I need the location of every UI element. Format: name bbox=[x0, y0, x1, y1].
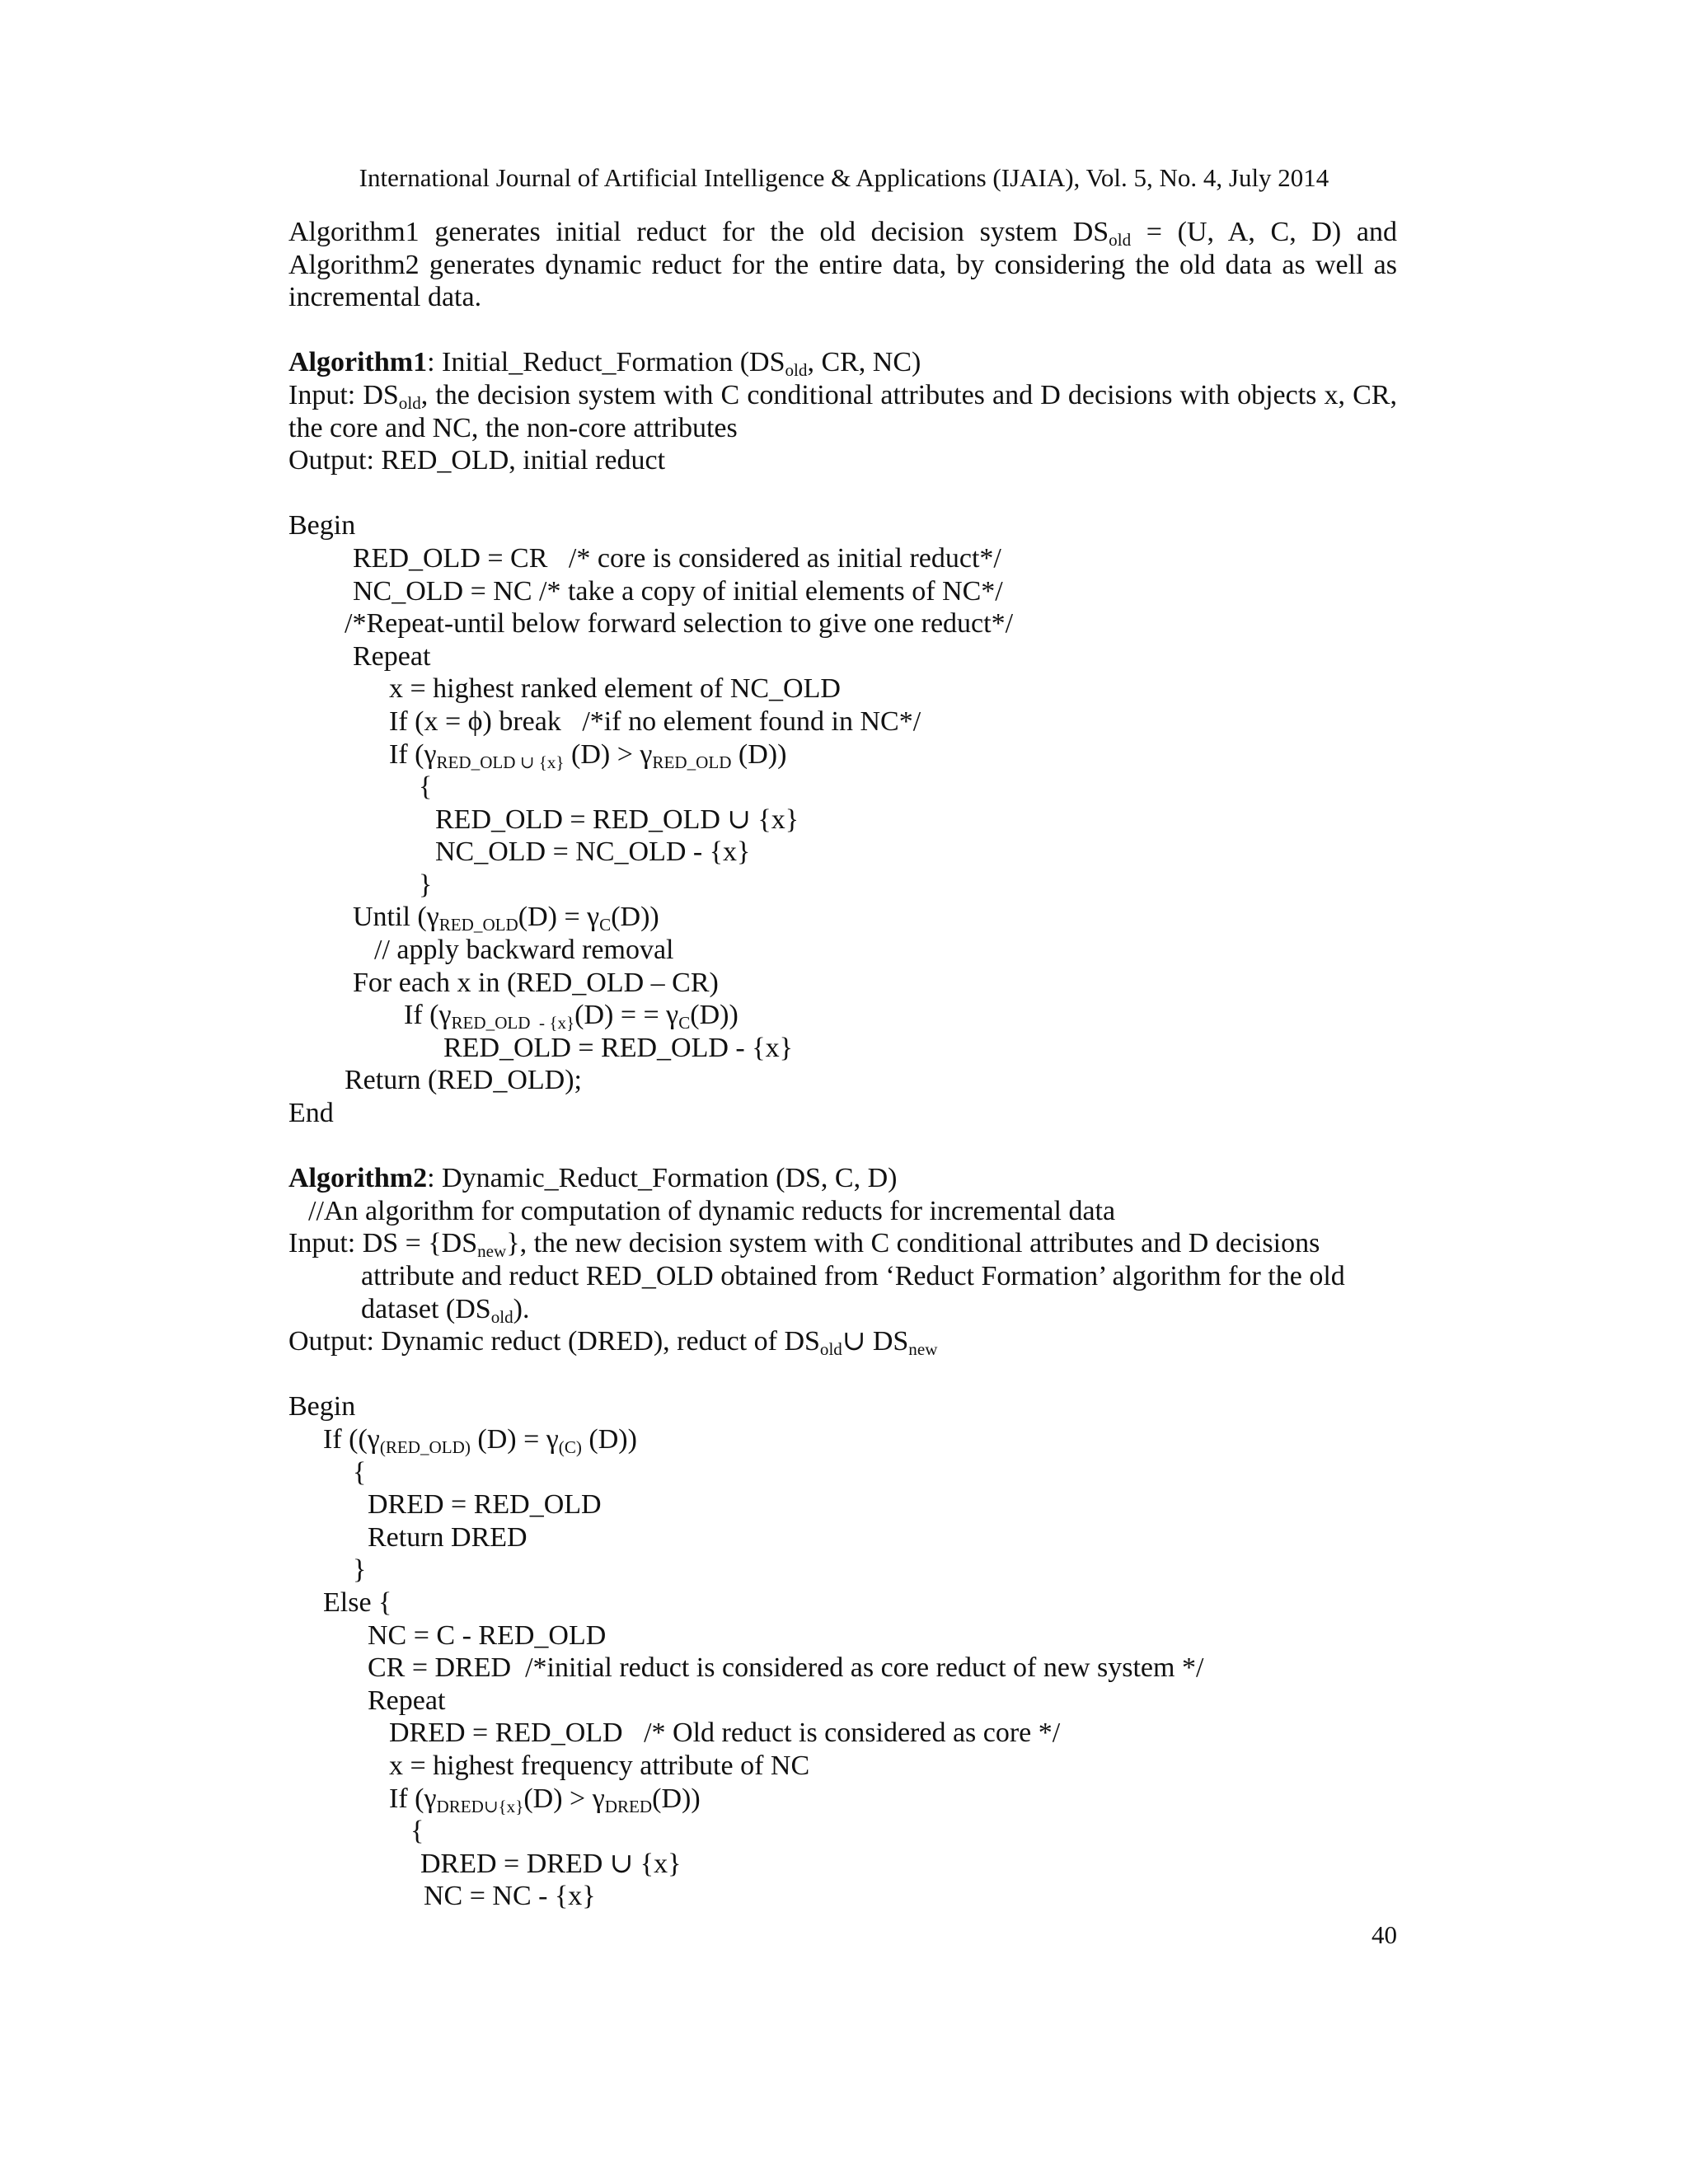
alg2-output-sub: new bbox=[908, 1339, 938, 1360]
alg2-line: DRED = DRED ∪ {x} bbox=[420, 1848, 682, 1879]
formula-sub: RED_OLD bbox=[652, 752, 732, 772]
alg1-line: NC_OLD = NC_OLD - {x} bbox=[435, 837, 751, 868]
formula-sub: RED_OLD - {x} bbox=[451, 1013, 575, 1033]
formula-sub: C bbox=[599, 915, 612, 935]
alg2-line: DRED = RED_OLD /* Old reduct is considered as core */ bbox=[389, 1718, 1061, 1749]
alg2-line bbox=[288, 1783, 1397, 1816]
formula-part: (D)) bbox=[690, 1000, 738, 1031]
intro-text-a: Algorithm1 generates initial reduct for the old decision system DS bbox=[288, 217, 1109, 247]
alg1-line bbox=[288, 901, 1397, 934]
page-body bbox=[288, 216, 1397, 1913]
alg1-title-text-a: : Initial_Reduct_Formation (DS bbox=[427, 347, 785, 378]
alg2-input bbox=[288, 1227, 1397, 1260]
alg2-input-sub: new bbox=[477, 1241, 507, 1262]
alg2-input-b: }, the new decision system with C conditional attributes and D decisions bbox=[506, 1228, 1320, 1259]
alg2-line bbox=[288, 1423, 1397, 1456]
intro-paragraph bbox=[288, 216, 1397, 314]
formula-sub: RED_OLD ∪ {x} bbox=[436, 752, 565, 772]
alg1-line: If (x = ϕ) break /*if no element found in NC*/ bbox=[389, 705, 921, 737]
alg2-input-d: ). bbox=[513, 1293, 530, 1324]
alg1-title-sub: old bbox=[785, 360, 808, 381]
formula-part: (D) = = γ bbox=[574, 1000, 679, 1031]
alg1-title-text-b: , CR, NC) bbox=[807, 347, 921, 378]
alg1-line bbox=[288, 999, 1397, 1032]
formula-sub: DRED bbox=[604, 1796, 653, 1816]
alg1-title bbox=[288, 346, 1397, 379]
alg1-line: // apply backward removal bbox=[374, 935, 674, 966]
alg2-line: { bbox=[410, 1816, 424, 1847]
formula-sub: RED_OLD bbox=[438, 915, 518, 935]
alg1-output: Output: RED_OLD, initial reduct bbox=[288, 445, 666, 476]
alg2-input-a: Input: DS = {DS bbox=[288, 1228, 478, 1259]
alg1-line: RED_OLD = RED_OLD ∪ {x} bbox=[435, 804, 799, 835]
alg2-line: Else { bbox=[323, 1586, 392, 1618]
alg1-input-sub: old bbox=[398, 392, 421, 413]
alg1-line: Repeat bbox=[353, 640, 431, 672]
alg2-line: } bbox=[353, 1554, 367, 1586]
alg2-input-c: attribute and reduct RED_OLD obtained from ‘Reduct Formation’ algorithm for the old dataset (DS bbox=[361, 1261, 1345, 1324]
alg1-line bbox=[288, 738, 1397, 771]
alg2-line: CR = DRED /*initial reduct is considered as core reduct of new system */ bbox=[368, 1652, 1204, 1684]
alg2-line: NC = C - RED_OLD bbox=[368, 1619, 607, 1651]
alg1-line: { bbox=[419, 771, 433, 803]
formula-part: If (γ bbox=[389, 1783, 437, 1814]
alg1-begin: Begin bbox=[288, 510, 356, 541]
alg2-output-sub: old bbox=[819, 1339, 842, 1360]
intro-subscript: old bbox=[1109, 229, 1132, 250]
alg2-title bbox=[288, 1162, 1397, 1195]
alg2-line: NC = NC - {x} bbox=[424, 1881, 596, 1912]
alg1-line: } bbox=[419, 869, 433, 900]
formula-sub: DRED∪{x} bbox=[436, 1796, 524, 1816]
alg1-line: RED_OLD = CR /* core is considered as initial reduct*/ bbox=[353, 542, 1001, 574]
formula-part: If ((γ bbox=[323, 1423, 380, 1455]
alg1-input bbox=[288, 379, 1397, 444]
alg2-comment: //An algorithm for computation of dynamic reducts for incremental data bbox=[308, 1195, 1116, 1226]
alg1-line: NC_OLD = NC /* take a copy of initial elements of NC*/ bbox=[353, 575, 1003, 607]
alg1-line: Return (RED_OLD); bbox=[345, 1065, 583, 1096]
alg2-output-b: ∪ DS bbox=[842, 1326, 909, 1357]
alg2-line: DRED = RED_OLD bbox=[368, 1489, 602, 1521]
alg1-line: x = highest ranked element of NC_OLD bbox=[389, 673, 841, 705]
formula-sub: (C) bbox=[558, 1436, 582, 1457]
formula-part: (D)) bbox=[611, 902, 659, 933]
alg1-line: /*Repeat-until below forward selection to give one reduct*/ bbox=[345, 608, 1014, 640]
alg2-title-text: : Dynamic_Reduct_Formation (DS, C, D) bbox=[427, 1163, 898, 1194]
page-number: 40 bbox=[1372, 1920, 1397, 1949]
formula-part: (D) = γ bbox=[518, 902, 600, 933]
formula-part: Until (γ bbox=[353, 902, 439, 933]
alg1-end: End bbox=[288, 1098, 334, 1129]
alg2-begin: Begin bbox=[288, 1391, 356, 1422]
formula-part: (D) > γ bbox=[564, 738, 653, 770]
formula-sub: C bbox=[678, 1013, 691, 1033]
formula-part: If (γ bbox=[404, 1000, 452, 1031]
alg1-input-b: , the decision system with C conditional attributes and D decisions with objects x, CR, the core and NC, the non-core attributes bbox=[288, 379, 1397, 443]
alg1-line: For each x in (RED_OLD – CR) bbox=[353, 967, 719, 998]
alg2-output-a: Output: Dynamic reduct (DRED), reduct of DS bbox=[288, 1326, 820, 1357]
alg2-line: x = highest frequency attribute of NC bbox=[389, 1750, 810, 1781]
alg2-title-bold: Algorithm2 bbox=[288, 1163, 428, 1194]
formula-part: If (γ bbox=[389, 738, 437, 770]
formula-part: (D)) bbox=[731, 738, 787, 770]
alg2-line: { bbox=[353, 1456, 367, 1488]
formula-part: (D)) bbox=[652, 1783, 701, 1814]
running-header: International Journal of Artificial Intelligence & Applications (IJAIA), Vol. 5, No. 4, July 2014 bbox=[359, 163, 1329, 192]
intro-text-b: = (U, A, C, D) and Algorithm2 generates dynamic reduct for the entire data, by considering the old data as well as incremental data. bbox=[288, 217, 1398, 313]
formula-sub: (RED_OLD) bbox=[379, 1436, 471, 1457]
alg1-line: RED_OLD = RED_OLD - {x} bbox=[443, 1032, 793, 1063]
alg1-input-a: Input: DS bbox=[288, 379, 399, 410]
alg2-input-sub: old bbox=[490, 1306, 513, 1327]
alg2-line: Return DRED bbox=[368, 1521, 528, 1553]
formula-part: (D)) bbox=[581, 1423, 637, 1455]
formula-part: (D) = γ bbox=[470, 1423, 559, 1455]
formula-part: (D) > γ bbox=[523, 1783, 605, 1814]
alg2-output bbox=[288, 1325, 1397, 1358]
alg2-input-continued bbox=[288, 1260, 1397, 1325]
alg2-line: Repeat bbox=[368, 1685, 446, 1716]
alg1-title-bold: Algorithm1 bbox=[288, 347, 428, 378]
